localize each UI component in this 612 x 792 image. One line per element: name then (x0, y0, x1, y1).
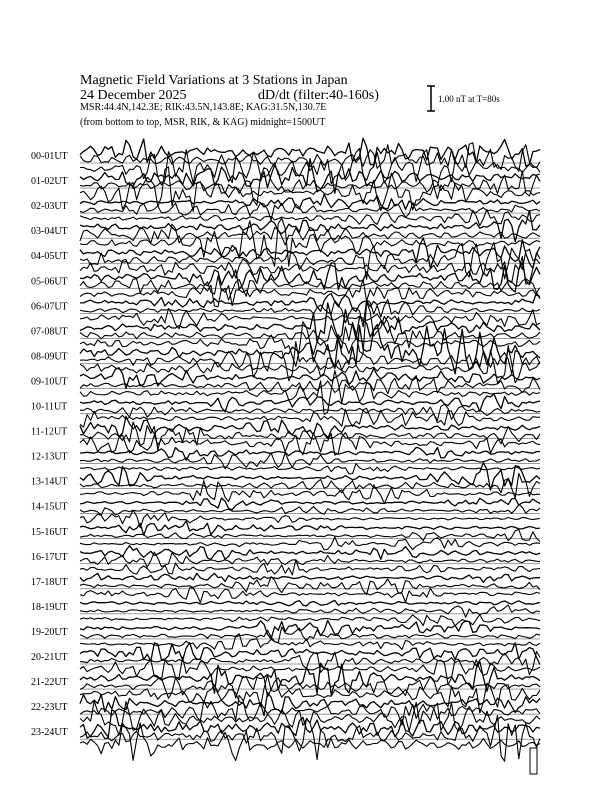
row-label-10-11UT: 10-11UT (31, 401, 68, 413)
scale-bar-label: 1.00 nT at T=80s (438, 94, 500, 104)
row-label-12-13UT: 12-13UT (31, 451, 68, 463)
trace-KAG-21-22UT (80, 661, 540, 694)
row-label-16-17UT: 16-17UT (31, 551, 68, 563)
trace-RIK-15-16UT (80, 530, 540, 542)
trace-RIK-12-13UT (80, 452, 540, 468)
trace-RIK-22-23UT (80, 695, 540, 725)
trace-RIK-20-21UT (80, 652, 540, 675)
row-label-01-02UT: 01-02UT (31, 176, 68, 188)
row-label-05-06UT: 05-06UT (31, 276, 68, 288)
row-label-21-22UT: 21-22UT (31, 677, 68, 689)
row-label-17-18UT: 17-18UT (31, 576, 68, 588)
trace-KAG-16-17UT (80, 546, 540, 560)
row-label-23-24UT: 23-24UT (31, 727, 68, 739)
row-label-22-23UT: 22-23UT (31, 702, 68, 714)
trace-KAG-18-19UT (80, 600, 540, 606)
trace-MSR-17-18UT (80, 588, 540, 603)
chart-title: Magnetic Field Variations at 3 Stations in Japan (80, 73, 348, 88)
row-label-13-14UT: 13-14UT (31, 476, 68, 488)
row-label-02-03UT: 02-03UT (31, 201, 68, 213)
trace-KAG-14-15UT (80, 498, 540, 510)
row-label-00-01UT: 00-01UT (31, 151, 68, 162)
trace-KAG-15-16UT (80, 521, 540, 535)
trace-MSR-18-19UT (80, 615, 540, 626)
row-label-09-10UT: 09-10UT (31, 376, 68, 388)
row-label-06-07UT: 06-07UT (31, 301, 68, 313)
trace-RIK-23-24UT (80, 716, 540, 762)
row-label-11-12UT: 11-12UT (31, 426, 68, 438)
trace-MSR-21-22UT (80, 675, 540, 713)
chart-date: 24 December 2025 (80, 88, 187, 103)
row-label-15-16UT: 15-16UT (31, 526, 68, 538)
trace-RIK-19-20UT (80, 627, 540, 643)
row-label-20-21UT: 20-21UT (31, 652, 68, 663)
row-label-07-08UT: 07-08UT (31, 326, 68, 338)
trace-KAG-02-03UT (80, 194, 540, 209)
trace-RIK-01-02UT (80, 168, 540, 206)
trace-KAG-17-18UT (80, 573, 540, 582)
offscale-marker (530, 748, 537, 774)
trace-RIK-14-15UT (80, 505, 540, 515)
trace-MSR-23-24UT (80, 723, 540, 761)
row-label-08-09UT: 08-09UT (31, 351, 68, 363)
row-label-18-19UT: 18-19UT (31, 601, 68, 613)
scale-bar (427, 86, 435, 111)
trace-RIK-10-11UT (80, 404, 540, 420)
trace-RIK-18-19UT (80, 605, 540, 617)
row-label-19-20UT: 19-20UT (31, 626, 68, 638)
trace-RIK-16-17UT (80, 552, 540, 567)
trace-RIK-04-05UT (80, 242, 540, 279)
chart-component: dD/dt (filter:40-160s) (258, 88, 379, 103)
row-label-04-05UT: 04-05UT (31, 251, 68, 263)
trace-KAG-12-13UT (80, 447, 540, 460)
order-note: (from bottom to top, MSR, RIK, & KAG) midnight=1500UT (80, 117, 326, 128)
trace-MSR-06-07UT (80, 308, 540, 328)
row-label-14-15UT: 14-15UT (31, 501, 68, 513)
trace-MSR-01-02UT (80, 167, 540, 212)
row-label-03-04UT: 03-04UT (31, 226, 68, 238)
trace-MSR-03-04UT (80, 218, 540, 266)
trace-MSR-02-03UT (80, 210, 540, 226)
stations-line: MSR:44.4N,142.3E; RIK:43.5N,143.8E; KAG:31.5N,130.7E (80, 102, 327, 113)
